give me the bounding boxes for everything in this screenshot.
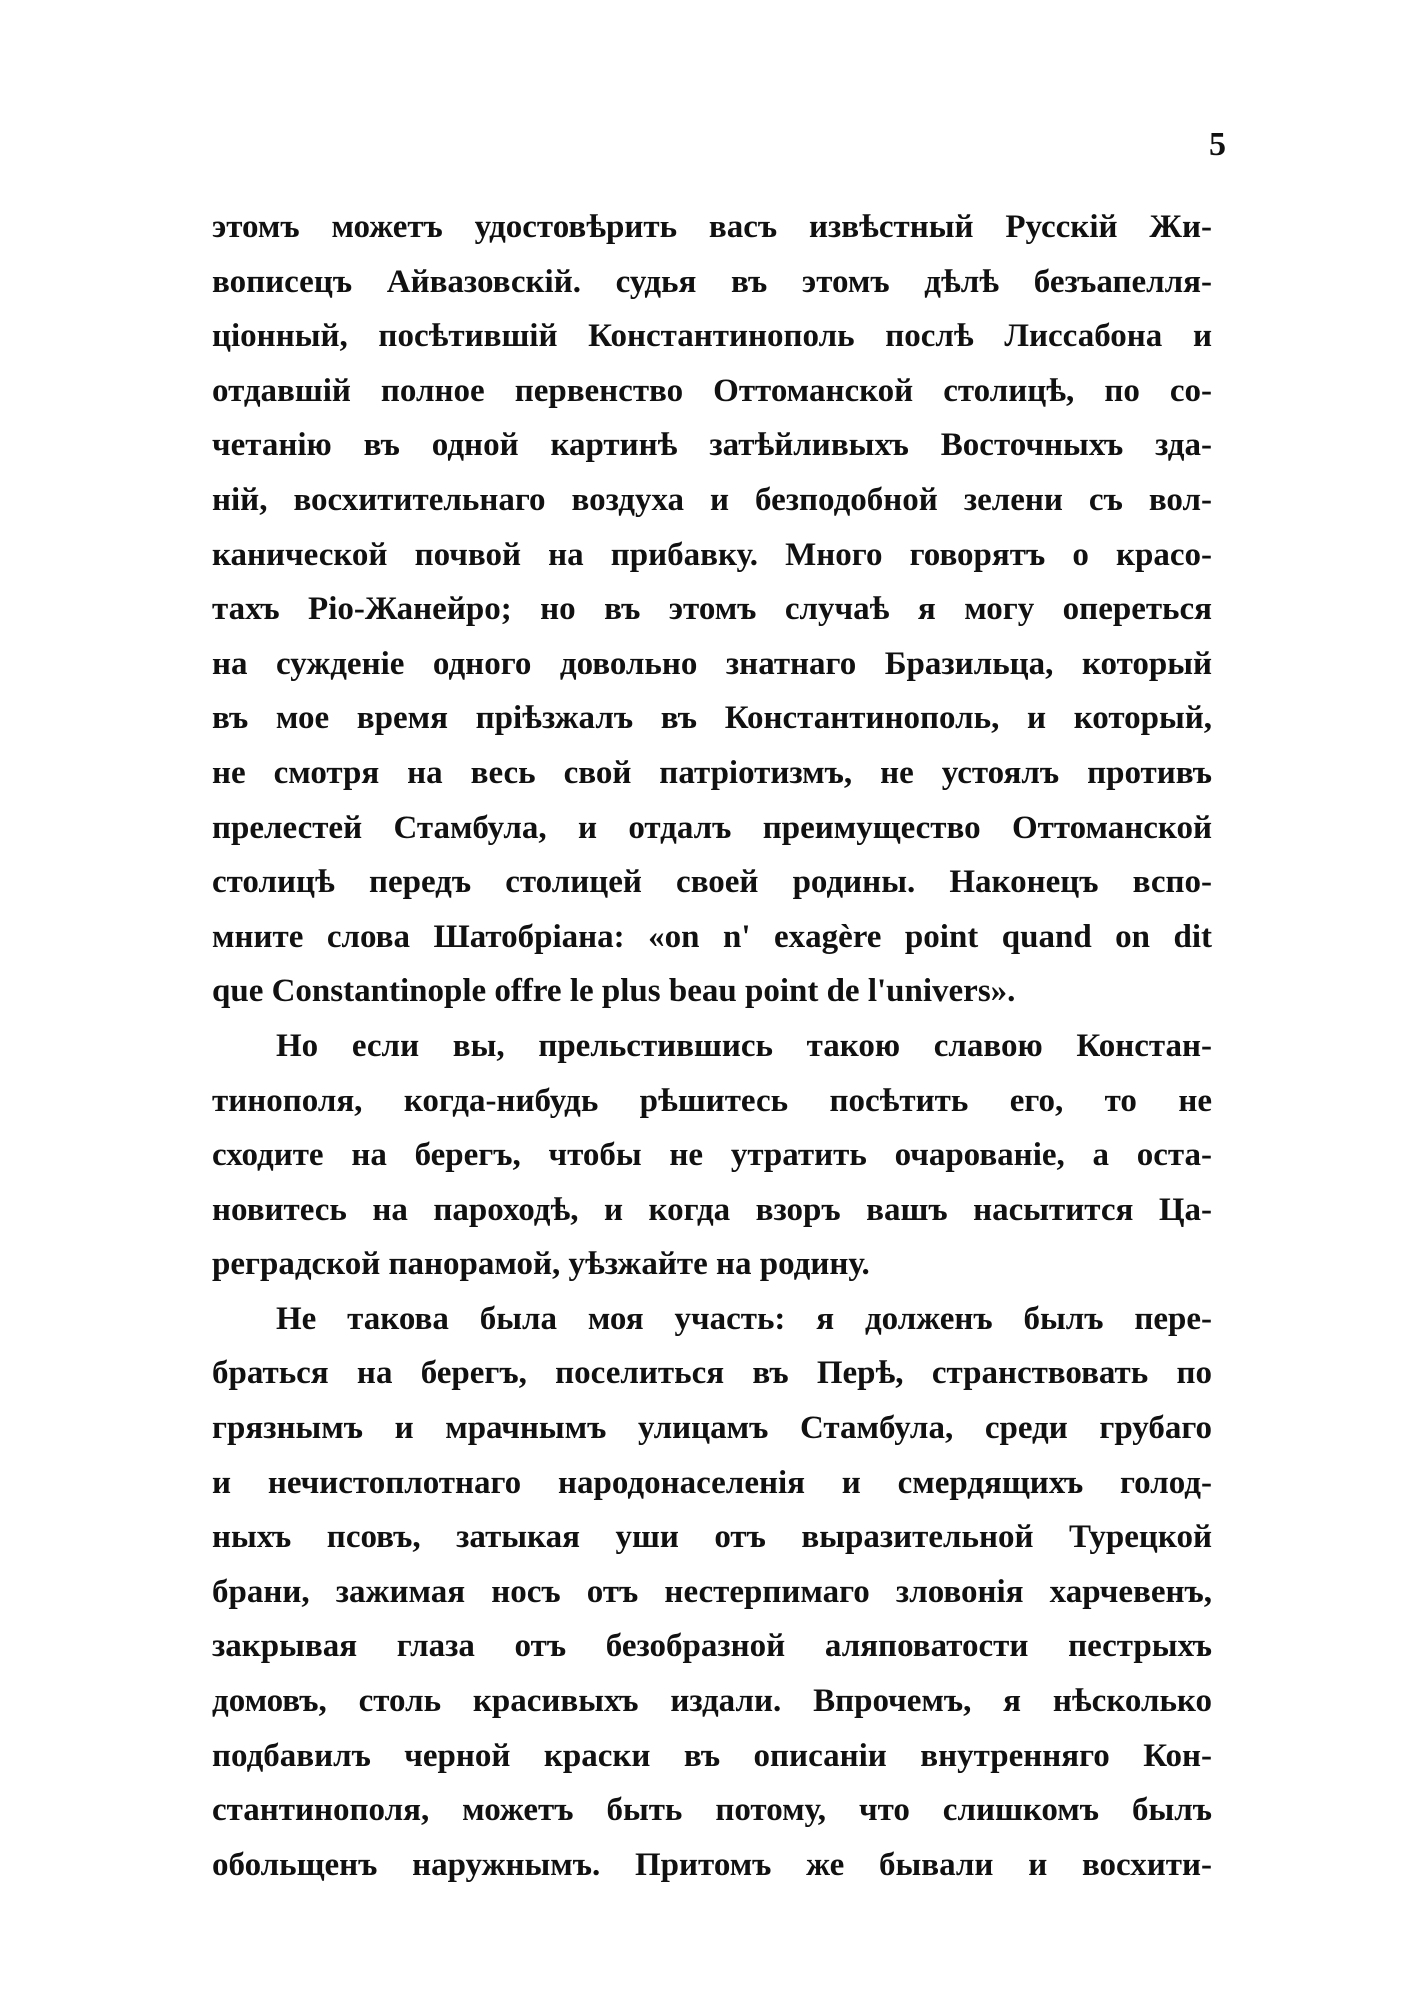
text-line: домовъ, столь красивыхъ издали. Впрочемъ, я нѣсколько: [212, 1683, 1212, 1720]
text-line: новитесь на пароходѣ, и когда взоръ вашъ насытится Ца-: [212, 1191, 1212, 1228]
text-line: обольщенъ наружнымъ. Притомъ же бывали и восхити-: [212, 1846, 1212, 1883]
text-line: прелестей Стамбула, и отдалъ преимущество Оттоманской: [212, 809, 1212, 846]
text-line: въ мое время пріѣзжалъ въ Константинополь, и который,: [212, 700, 1212, 737]
text-line: столицѣ передъ столицей своей родины. Наконецъ вспо-: [212, 864, 1212, 901]
text-line: сходите на берегъ, чтобы не утратить очарованіе, а оста-: [212, 1137, 1212, 1174]
text-line: отдавшій полное первенство Оттоманской столицѣ, по со-: [212, 372, 1212, 409]
text-line: брани, зажимая носъ отъ нестерпимаго зловонія харчевенъ,: [212, 1573, 1212, 1610]
text-line: ціонный, посѣтившій Константинополь послѣ Лиссабона и: [212, 318, 1212, 355]
text-line: и нечистоплотнаго народонаселенія и смердящихъ голод-: [212, 1464, 1212, 1501]
text-line: браться на берегъ, поселиться въ Перѣ, странствовать по: [212, 1355, 1212, 1392]
text-line: четанію въ одной картинѣ затѣйливыхъ Восточныхъ зда-: [212, 427, 1212, 464]
text-line: канической почвой на прибавку. Много говорятъ о красо-: [212, 536, 1212, 573]
text-line: ныхъ псовъ, затыкая уши отъ выразительной Турецкой: [212, 1519, 1212, 1556]
text-line: вописецъ Айвазовскій. судья въ этомъ дѣлѣ безъапелля-: [212, 263, 1212, 300]
text-line: que Constantinople offre le plus beau point de l'univers».: [212, 973, 1016, 1010]
text-line: подбавилъ черной краски въ описаніи внутренняго Кон-: [212, 1737, 1212, 1774]
text-line: на сужденіе одного довольно знатнаго Бразильца, который: [212, 645, 1212, 682]
paragraph-start-line: Но если вы, прельстившись такою славою Констан-: [276, 1027, 1212, 1064]
text-line: стантинополя, можетъ быть потому, что слишкомъ былъ: [212, 1792, 1212, 1829]
text-line: закрывая глаза отъ безобразной аляповатости пестрыхъ: [212, 1628, 1212, 1665]
text-line: мните слова Шатобріана: «on n' exagère point quand on dit: [212, 918, 1212, 955]
text-line: тахъ Ріо-Жанейро; но въ этомъ случаѣ я могу опереться: [212, 591, 1212, 628]
text-line: тинополя, когда-нибудь рѣшитесь посѣтить его, то не: [212, 1082, 1212, 1119]
text-line: ній, восхитительнаго воздуха и безподобной зелени съ вол-: [212, 481, 1212, 518]
text-line: грязнымъ и мрачнымъ улицамъ Стамбула, среди грубаго: [212, 1410, 1212, 1447]
body-text: [212, 200, 1212, 1892]
text-line: не смотря на весь свой патріотизмъ, не устоялъ противъ: [212, 754, 1212, 791]
text-line: реградской панорамой, уѣзжайте на родину.: [212, 1246, 870, 1283]
paragraph-start-line: Не такова была моя участь: я долженъ былъ пере-: [276, 1300, 1212, 1337]
text-line: этомъ можетъ удостовѣрить васъ извѣстный Русскій Жи-: [212, 209, 1212, 245]
page-number: 5: [1209, 126, 1226, 163]
